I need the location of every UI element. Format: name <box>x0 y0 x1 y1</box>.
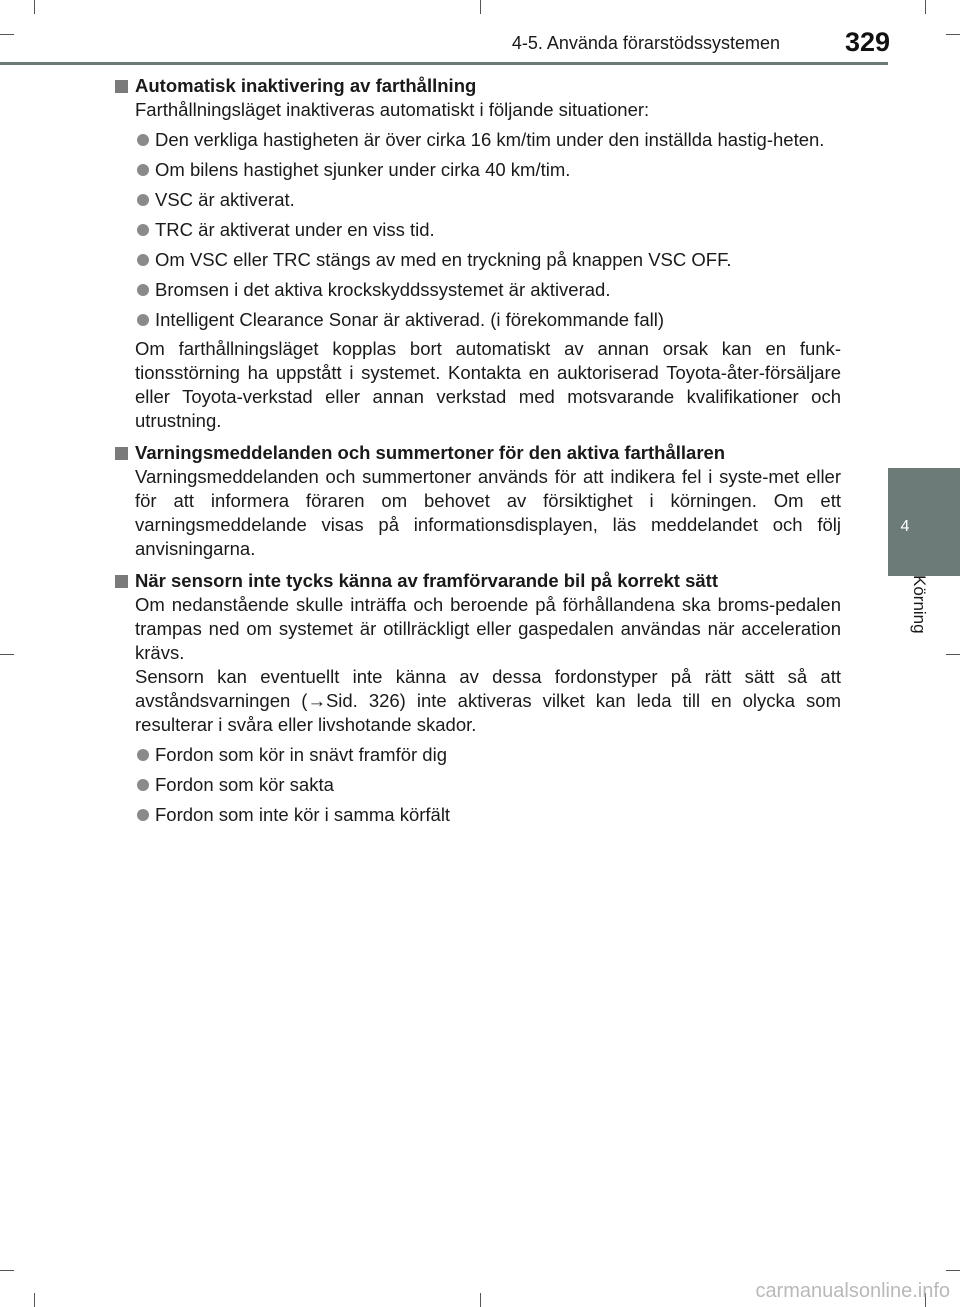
chapter-label <box>907 575 927 685</box>
list-item: VSC är aktiverat. <box>135 188 841 212</box>
list-item: Fordon som kör in snävt framför dig <box>135 743 841 767</box>
chapter-tab <box>888 468 960 576</box>
page-number: 329 <box>844 27 890 57</box>
section-heading <box>113 441 841 465</box>
section-heading-text: Varningsmeddelanden och summertoner för den aktiva farthållaren <box>135 442 726 463</box>
section-title: 4-5. Använda förarstödssystemen <box>511 33 780 53</box>
round-bullet-icon <box>137 164 149 176</box>
round-bullet-icon <box>137 779 149 791</box>
paragraph: Farthållningsläget inaktiveras automatiskt i följande situationer: <box>135 99 650 120</box>
list-item: Den verkliga hastigheten är över cirka 16 km/tim under den inställda hastig-heten. <box>135 128 841 152</box>
square-bullet-icon <box>115 447 128 460</box>
list-item: TRC är aktiverat under en viss tid. <box>135 218 841 242</box>
list-item: Bromsen i det aktiva krockskyddssystemet är aktiverad. <box>135 278 841 302</box>
section-heading <box>113 569 841 593</box>
round-bullet-icon <box>137 749 149 761</box>
chapter-number: 4 <box>900 518 910 535</box>
round-bullet-icon <box>137 194 149 206</box>
header-rule <box>0 62 888 65</box>
round-bullet-icon <box>137 314 149 326</box>
paragraph: Om nedanstående skulle inträffa och beroende på förhållandena ska broms-pedalen trampas ned om systemet är otillräckligt eller gaspedalen användas när acceleration krävs. <box>135 594 841 663</box>
list-item: Fordon som kör sakta <box>135 773 841 797</box>
page-header <box>0 0 960 62</box>
square-bullet-icon <box>115 80 128 93</box>
crop-mark <box>0 654 14 655</box>
crop-mark <box>0 1270 14 1271</box>
round-bullet-icon <box>137 284 149 296</box>
watermark: carmanualsonline.info <box>755 1280 950 1302</box>
round-bullet-icon <box>137 134 149 146</box>
list-item: Om VSC eller TRC stängs av med en tryckning på knappen VSC OFF. <box>135 248 841 272</box>
crop-mark <box>946 654 960 655</box>
chapter-label-text: Körning <box>910 575 929 634</box>
paragraph: Sensorn kan eventuellt inte känna av dessa fordonstyper på rätt sätt så att avståndsvarningen (→Sid. 326) inte aktiveras vilket kan leda till en olycka som resulterar i svåra eller livshotande skador. <box>135 666 841 735</box>
crop-mark <box>480 1293 481 1307</box>
section-heading-text: Automatisk inaktivering av farthållning <box>135 75 477 96</box>
square-bullet-icon <box>115 575 128 588</box>
crop-mark <box>946 1270 960 1271</box>
section-heading-text: När sensorn inte tycks känna av framförvarande bil på korrekt sätt <box>135 570 718 591</box>
round-bullet-icon <box>137 809 149 821</box>
paragraph: Om farthållningsläget kopplas bort automatiskt av annan orsak kan en funk-tionsstörning ha uppstått i systemet. Kontakta en auktoriserad Toyota-åter-försäljare eller Toyota-verkstad eller annan verkstad med motsvarande kvalifikationer och utrustning. <box>135 338 841 431</box>
round-bullet-icon <box>137 254 149 266</box>
page-content <box>113 74 841 827</box>
round-bullet-icon <box>137 224 149 236</box>
paragraph: Varningsmeddelanden och summertoner används för att indikera fel i syste-met eller för att informera föraren om behovet av försiktighet i körningen. Om ett varningsmeddelande visas på informationsdisplayen, läs meddelandet och följ anvisningarna. <box>135 466 841 559</box>
list-item: Fordon som inte kör i samma körfält <box>135 803 841 827</box>
crop-mark <box>34 1293 35 1307</box>
list-item: Om bilens hastighet sjunker under cirka 40 km/tim. <box>135 158 841 182</box>
list-item: Intelligent Clearance Sonar är aktiverad. (i förekommande fall) <box>135 308 841 332</box>
section-heading <box>113 74 841 98</box>
